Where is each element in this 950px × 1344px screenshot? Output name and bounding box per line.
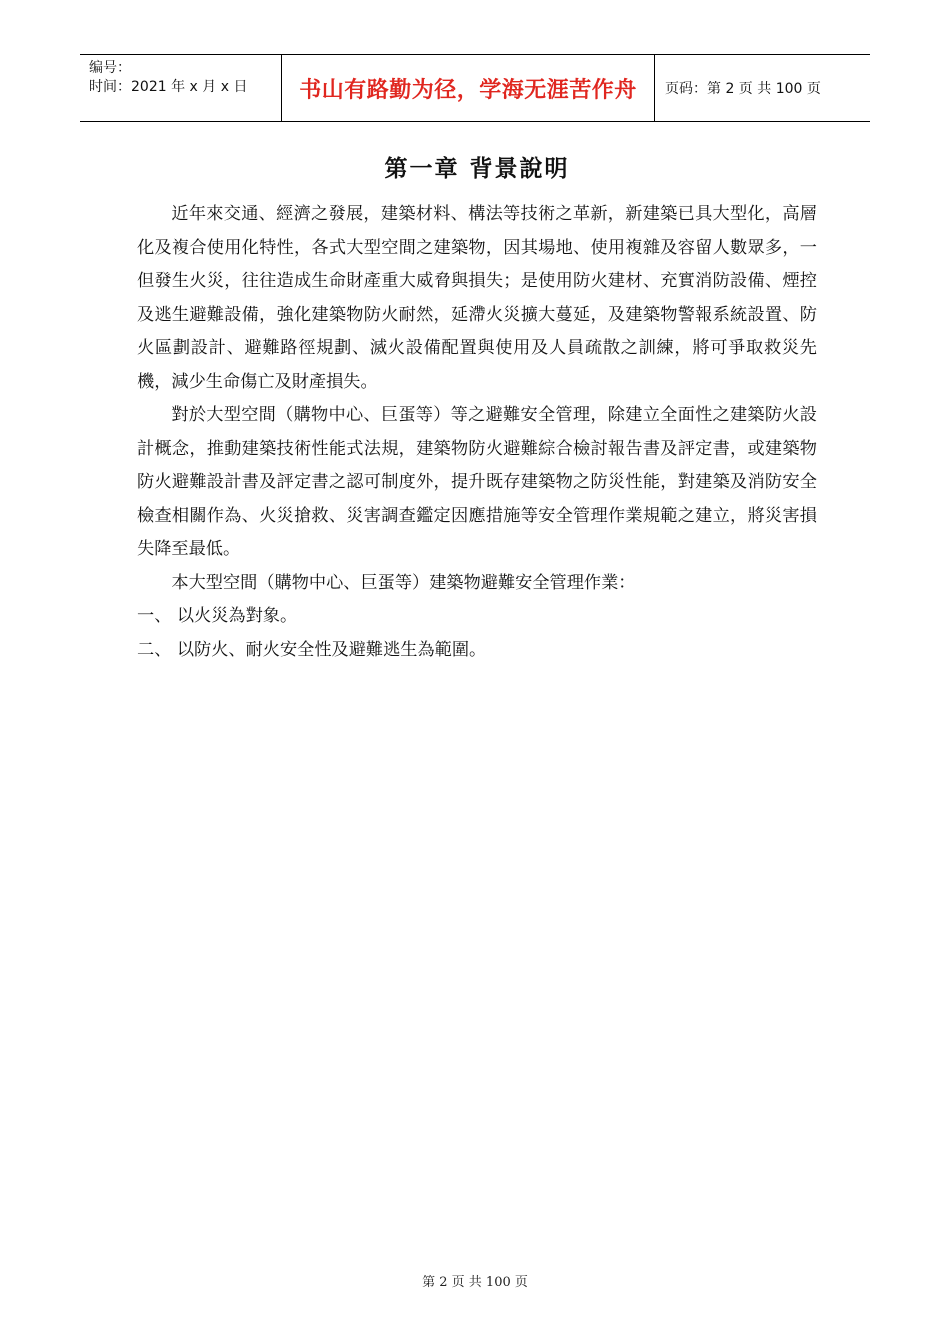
paragraph-1: 近年來交通、經濟之發展，建築材料、構法等技術之革新，新建築已具大型化，高層化及複合使用化特性，各式大型空間之建築物，因其場地、使用複雜及容留人數眾多，一但發生火災，往往造成生命財產重大威脅與損失；是使用防火建材、充實消防設備、煙控及逃生避難設備，強化建築物防火耐然，延滯火災擴大蔓延，及建築物警報系統設置、防火區劃設計、避難路徑規劃、滅火設備配置與使用及人員疏散之訓練，將可爭取救災先機，減少生命傷亡及財產損失。 <box>137 204 817 392</box>
document-body <box>137 152 817 667</box>
header-motto: 书山有路勤为径，学海无涯苦作舟 <box>281 55 655 121</box>
list-item-2: 二、 以防火、耐火安全性及避難逃生為範圍。 <box>137 639 487 660</box>
document-time-label: 时间：2021 年 x 月 x 日 <box>89 79 248 95</box>
paragraph-3: 本大型空間（購物中心、巨蛋等）建築物避難安全管理作業： <box>171 572 636 593</box>
header-page-info: 页码：第 2 页 共 100 页 <box>665 81 821 97</box>
page-footer: 第 2 页 共 100 页 <box>422 1275 528 1290</box>
page-header <box>80 54 870 122</box>
list-item-1: 一、 以火災為對象。 <box>137 606 298 626</box>
header-meta <box>80 55 281 121</box>
chapter-title: 第一章 背景說明 <box>384 155 570 182</box>
document-number-label: 编号： <box>89 60 131 76</box>
paragraph-2: 對於大型空間（購物中心、巨蛋等）等之避難安全管理，除建立全面性之建築防火設計概念，推動建築技術性能式法規，建築物防火避難綜合檢討報告書及評定書，或建築物防火避難設計書及評定書之認可制度外，提升既存建築物之防災性能，對建築及消防安全檢查相關作為、火災搶救、災害調查鑑定因應措施等安全管理作業規範之建立，將災害損失降至最低。 <box>137 405 817 559</box>
